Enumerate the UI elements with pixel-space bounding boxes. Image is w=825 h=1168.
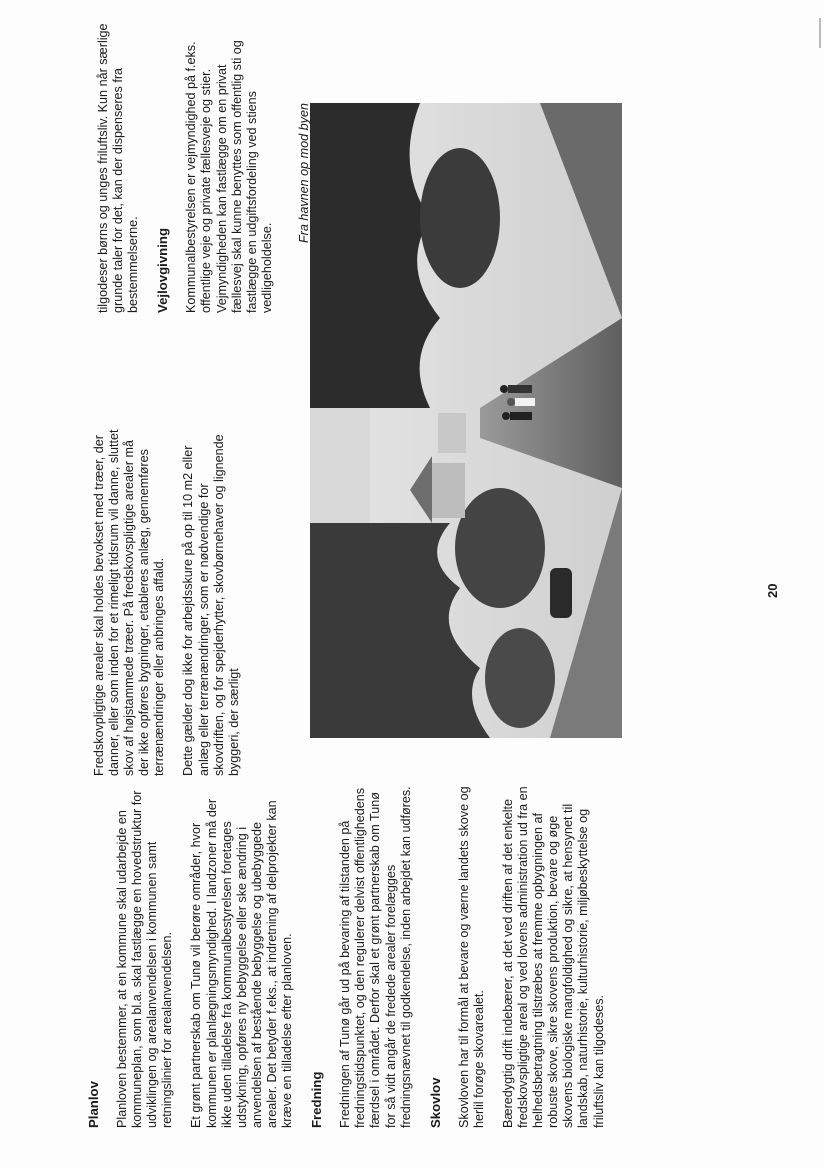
column-left [86,783,621,1128]
fredning-paragraph-1: Fredningen af Tunø går ud på bevaring af tilstanden på fredningstidspunktet, og den regulerer delvist offentlighedens færdsel i området. Derfor skal et grønt partnerskab om Tunø for så vidt angår de fredede arealer forelægges fredningsnævnet til godkendelse, inden arbejdet kan udføres. [338,786,413,1128]
skovlov-paragraph-1: Skovloven har til formål at bevare og værne landets skove og herlil forøge skovarealet. [456,786,486,1128]
photo-image [310,103,622,738]
photo-caption: Fra havnen op mod byen [297,103,311,244]
fredskov-paragraph-1: Fredskovpligtige arealer skal holdes bevokset med træer, der danner, eller som inden for et rimeligt tidsrum vil danne, sluttet skov af højstammede træer. På fredskovspligtige arealer må der ikke opføres bygninger, etableres anlæg, gennemføres terrænændringer eller anbringes affald. [92,429,167,776]
photo-harbour-to-town [310,103,622,738]
page-number: 20 [765,583,780,598]
fredskov-paragraph-2: Dette gælder dog ikke for arbejdsskure på op til 10 m2 eller anlæg eller terrænændringer, som er nødvendige for skovdriften, og for spejderhytter, skovbørnehaver og lignende byggeri, der særligt [181,434,241,776]
heading-skovlov: Skovlov [427,1077,443,1128]
planlov-paragraph-2: Et grønt partnerskab om Tunø vil berøre områder, hvor kommunen er planlægningsmyndighed. I landzoner må der ikke uden tilladelse fra kommunalbestyrelsen foretages udstykning, opføres ny bebyggelse eller ske ændring i anvendelsen af bestående bebyggelse og ubebyggede arealer. Det betyder f.eks., at indretning af delprojekter kan kræve en tilladelse efter planloven. [189,798,295,1128]
vejlovgivning-paragraph: Kommunalbestyrelsen er vejmyndighed på f.eks. offentlige veje og private fællesveje og stier. Vejmyndigheden kan fastlægge om en privat fællesvej skal kunne benyttes som offentlig sti og fastlægge en udgiftsfordeling ved stiens vedligeholdelse. [184,40,274,313]
skovlov-paragraph-2: Bæredygtig drift indebærer, at det ved driften af det enkelte fredskovspligtige areal og ved lovens administration ud fra en helhedsbetragtning tilstræbes at fremme opbygningen af robuste skove, sikre skovens produktion, bevare og øge skovens biologiske mangfoldighed og sikre, at hensynet til landskab, naturhistorie, kulturhistorie, miljøbeskyttelse og friluftsliv kan tilgodeses. [500,786,606,1128]
heading-planlov: Planlov [86,1081,101,1128]
column-right [96,18,289,313]
column-middle [92,426,256,776]
heading-fredning: Fredning [309,1071,325,1128]
dispensation-paragraph: tilgodeser børns og unges friluftsliv. Kun når særlige grunde taler for det, kan der dispenseres fra bestemmelserne. [96,23,141,313]
heading-vejlovgivning: Vejlovgivning [155,227,171,313]
planlov-paragraph-1: Planloven bestemmer, at en kommune skal udarbejde en kommuneplan, som bl.a. skal fastlægge en hovedstruktur for udviklingen og arealanvendelsen i kommunen samt retningslinier for arealanvendelsen. [115,790,175,1128]
